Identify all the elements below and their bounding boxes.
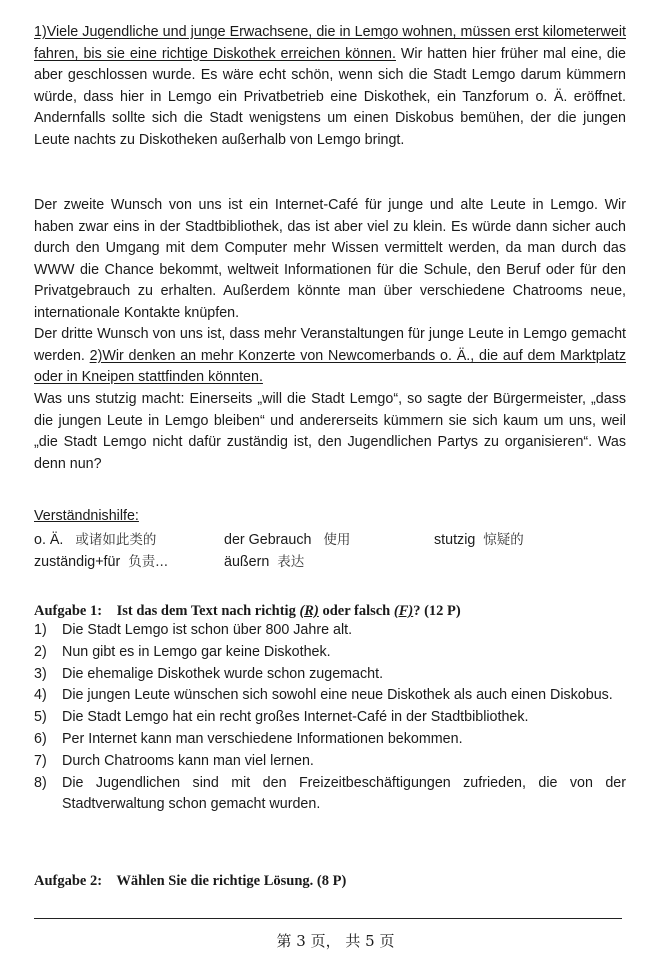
vocab-term: o. Ä. bbox=[34, 532, 64, 548]
item-number: 4) bbox=[34, 687, 47, 704]
item-text: Durch Chatrooms kann man viel lernen. bbox=[62, 752, 314, 769]
task-2-question: Wählen Sie die richtige Lösung. (8 P) bbox=[116, 873, 347, 889]
item-text: Die Jugendlichen sind mit den Freizeitbeschäftigungen zufrieden, die von der Stadtverwaltung schon gemacht wurden. bbox=[62, 774, 626, 813]
vocab-entry bbox=[434, 528, 524, 548]
item-number: 3) bbox=[34, 665, 47, 682]
item-text: Die Stadt Lemgo hat ein recht großes Internet-Café in der Stadtbibliothek. bbox=[62, 709, 529, 726]
paragraph-2: Der zweite Wunsch von uns ist ein Internet-Café für junge und alte Leute in Lemgo. Wir haben zwar eins in der Stadtbibliothek, das ist aber viel zu klein. Es würde dann sicher auch durch den Umgang mit dem Computer mehr Wissen vermittelt werden, da man durch das WWW die Chance bekommt, weltweit Informationen für die Schule, den Beruf oder für den Privatgebrauch zu erhalten. Außerdem könnte man über verschiedene Chatrooms neue, internationale Kontakte knüpfen. bbox=[34, 197, 626, 321]
item-number: 2) bbox=[34, 643, 47, 660]
item-text: Per Internet kann man verschiedene Informationen bekommen. bbox=[62, 730, 463, 747]
vocab-term: zuständig+für bbox=[34, 554, 121, 570]
footer-divider bbox=[34, 918, 622, 919]
item-number: 1) bbox=[34, 622, 47, 638]
item-number: 7) bbox=[34, 752, 47, 769]
list-item bbox=[34, 707, 626, 729]
false-marker: (F) bbox=[393, 603, 414, 619]
vocab-translation: 惊疑的 bbox=[483, 532, 524, 548]
paragraph-3-start: Der dritte Wunsch von uns ist, dass mehr Veranstaltungen für junge Leute in Lemgo gemacht werden. bbox=[34, 326, 626, 364]
vocab-term: äußern bbox=[224, 554, 270, 570]
item-text: Nun gibt es in Lemgo gar keine Diskothek. bbox=[62, 643, 331, 660]
vocab-term: stutzig bbox=[434, 532, 476, 548]
task-1-statements bbox=[34, 620, 626, 816]
task-2-heading bbox=[34, 873, 634, 890]
vocab-translation: 表达 bbox=[277, 554, 305, 570]
list-item bbox=[34, 620, 626, 642]
item-number: 5) bbox=[34, 709, 47, 726]
paragraph-4: Was uns stutzig macht: Einerseits „will die Stadt Lemgo“, so sagte der Bürgermeister, „dass die jungen Leute in Lemgo bleiben“ und andererseits kümmern sie sich kaum um uns, weil „die Stadt Lemgo nicht dafür zuständig ist, den Jugendlichen Partys zu organisieren“. Was denn nun? bbox=[34, 391, 626, 472]
vocab-entry bbox=[34, 528, 156, 548]
task-1-question: Ist das dem Text nach richtig bbox=[116, 603, 300, 619]
list-item bbox=[34, 773, 626, 817]
list-item bbox=[34, 751, 626, 773]
task-1-question-mid: oder falsch bbox=[318, 603, 394, 619]
vocab-translation: 负责... bbox=[128, 554, 169, 570]
task-1-label: Aufgabe 1: bbox=[34, 603, 103, 619]
item-text: Die Stadt Lemgo ist schon über 800 Jahre alt. bbox=[62, 622, 353, 638]
vocabulary-title: Verständnishilfe: bbox=[34, 508, 139, 524]
true-marker: (R) bbox=[299, 603, 319, 619]
vocab-entry bbox=[224, 550, 304, 570]
paragraph-1 bbox=[34, 22, 626, 152]
vocab-translation: 使用 bbox=[323, 532, 351, 548]
task-2-label: Aufgabe 2: bbox=[34, 873, 103, 889]
vocabulary-row bbox=[34, 528, 634, 550]
vocab-translation: 或诸如此类的 bbox=[75, 532, 157, 548]
vocab-entry bbox=[224, 528, 350, 548]
task-1-heading bbox=[34, 603, 634, 620]
list-item bbox=[34, 664, 626, 686]
list-item bbox=[34, 685, 626, 707]
paragraph-3 bbox=[34, 324, 626, 389]
vocabulary-row bbox=[34, 550, 634, 572]
list-item bbox=[34, 642, 626, 664]
underlined-sentence-1: 1)Viele Jugendliche und junge Erwachsene, die in Lemgo wohnen, müssen erst kilometerweit fahren, bis sie eine richtige Diskothek erreichen können. bbox=[34, 24, 626, 62]
vocabulary-help bbox=[34, 508, 634, 572]
vocab-term: der Gebrauch bbox=[224, 532, 312, 548]
list-item bbox=[34, 729, 626, 751]
underlined-sentence-2: 2)Wir denken an mehr Konzerte von Newcomerbands o. Ä., die auf dem Marktplatz oder in Kneipen stattfinden könnten. bbox=[34, 347, 626, 386]
item-text: Die jungen Leute wünschen sich sowohl eine neue Diskothek als auch einen Diskobus. bbox=[62, 687, 613, 704]
item-number: 6) bbox=[34, 730, 47, 747]
vocab-entry bbox=[34, 550, 168, 570]
item-number: 8) bbox=[34, 774, 47, 791]
item-text: Die ehemalige Diskothek wurde schon zugemacht. bbox=[62, 665, 384, 682]
page-number: 第 3 页， 共 5 页 bbox=[276, 932, 395, 950]
paragraph-1-rest: Wir hatten hier früher mal eine, die aber geschlossen wurde. Es wäre echt schön, wenn sich die Stadt Lemgo darum kümmern würde, dass hier in Lemgo ein Privatbetrieb eine Diskothek, ein Tanzforum o. Ä. eröffnet. Andernfalls sollte sich die Stadt wenigstens um einen Diskobus bemühen, der die jungen Leute nachts zu Diskotheken außerhalb von Lemgo bringt. bbox=[34, 45, 626, 148]
task-1-points: ? (12 P) bbox=[413, 603, 461, 619]
